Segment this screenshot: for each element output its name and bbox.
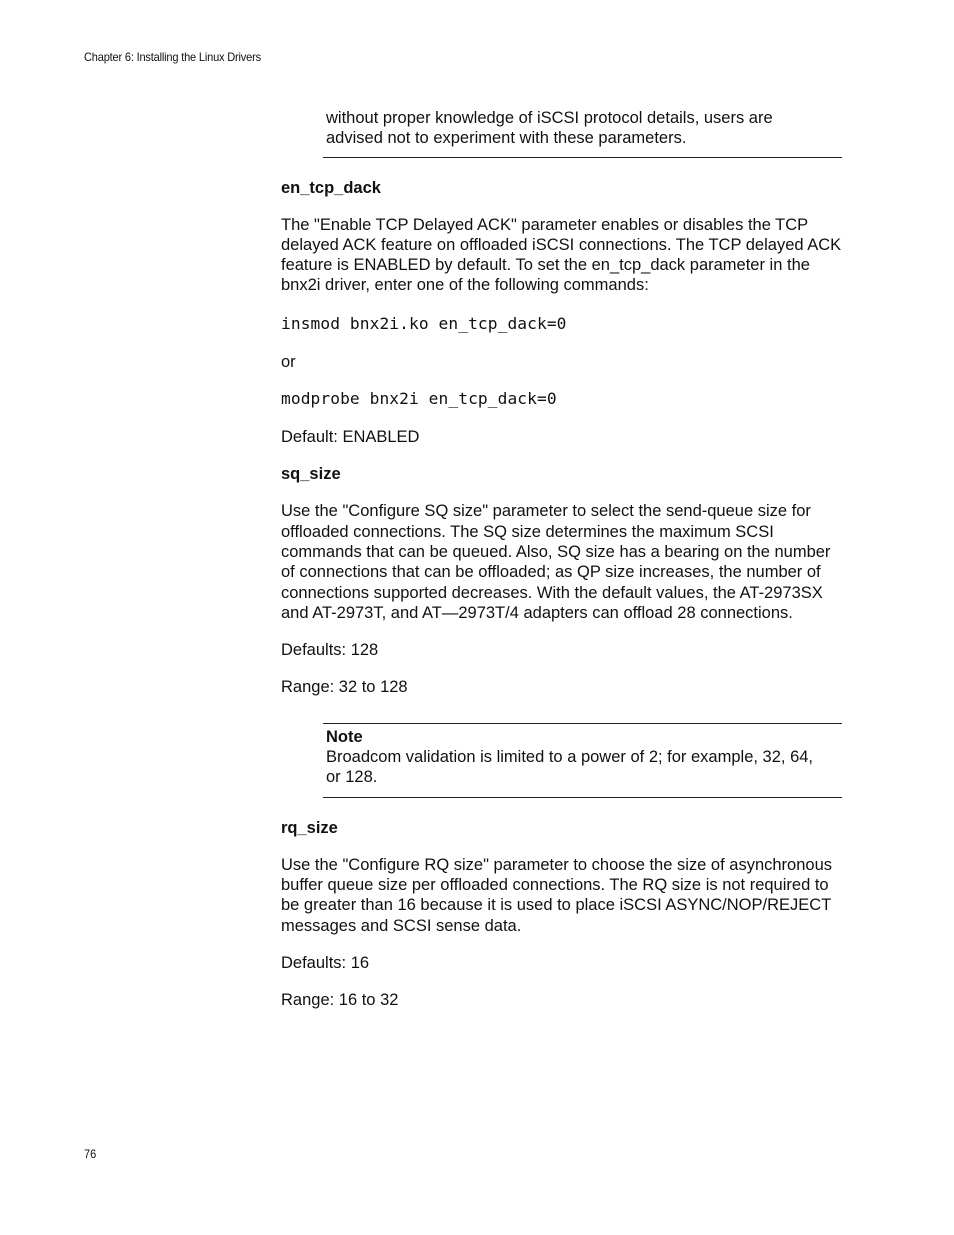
rq-size-defaults: Defaults: 16 xyxy=(281,953,370,972)
sq-size-defaults: Defaults: 128 xyxy=(281,641,379,660)
rq-size-heading: rq_size xyxy=(281,818,338,837)
insmod-command: insmod bnx2i.ko en_tcp_dack=0 xyxy=(281,313,567,333)
page-number: 76 xyxy=(84,1147,97,1161)
main-content xyxy=(281,108,842,1010)
en-tcp-dack-heading: en_tcp_dack xyxy=(281,178,381,197)
note-text: Broadcom validation is limited to a power of 2; for example, 32, 64, or 128. xyxy=(326,748,813,787)
note-bottom-rule-2 xyxy=(323,797,842,798)
sq-size-heading: sq_size xyxy=(281,465,341,484)
note-title: Note xyxy=(326,727,363,746)
en-tcp-dack-default: Default: ENABLED xyxy=(281,428,420,447)
en-tcp-dack-description: The "Enable TCP Delayed ACK" parameter enables or disables the TCP delayed ACK feature on offloaded iSCSI connections. The TCP delayed ACK feature is ENABLED by default. To set the en_tcp_dack parameter in the bnx2i driver, enter one of the following commands: xyxy=(281,215,842,295)
rq-size-description: Use the "Configure RQ size" parameter to choose the size of asynchronous buffer queue size per offloaded connections. The RQ size is not required to be greater than 16 because it is used to place iSCSI ASYNC/NOP/REJECT messages and SCSI sense data. xyxy=(281,855,832,935)
running-header: Chapter 6: Installing the Linux Drivers xyxy=(84,50,261,64)
or-text: or xyxy=(281,352,296,371)
sq-size-description: Use the "Configure SQ size" parameter to select the send-queue size for offloaded connections. The SQ size determines the maximum SCSI commands that can be queued. Also, SQ size has a bearing on the number of connections that can be offloaded; as QP size increases, the number of connections supported decreases. With the default values, the AT-2973SX and AT-2973T, and AT—2973T/4 adapters can offload 28 connections. xyxy=(281,502,831,622)
note-bottom-rule xyxy=(323,157,842,158)
rq-size-range: Range: 16 to 32 xyxy=(281,991,399,1010)
note-box xyxy=(326,724,832,797)
sq-size-range: Range: 32 to 128 xyxy=(281,678,408,697)
modprobe-command: modprobe bnx2i en_tcp_dack=0 xyxy=(281,389,557,409)
note-continuation xyxy=(326,108,832,157)
note-continuation-text: without proper knowledge of iSCSI protocol details, users are advised not to experiment with these parameters. xyxy=(326,109,773,148)
